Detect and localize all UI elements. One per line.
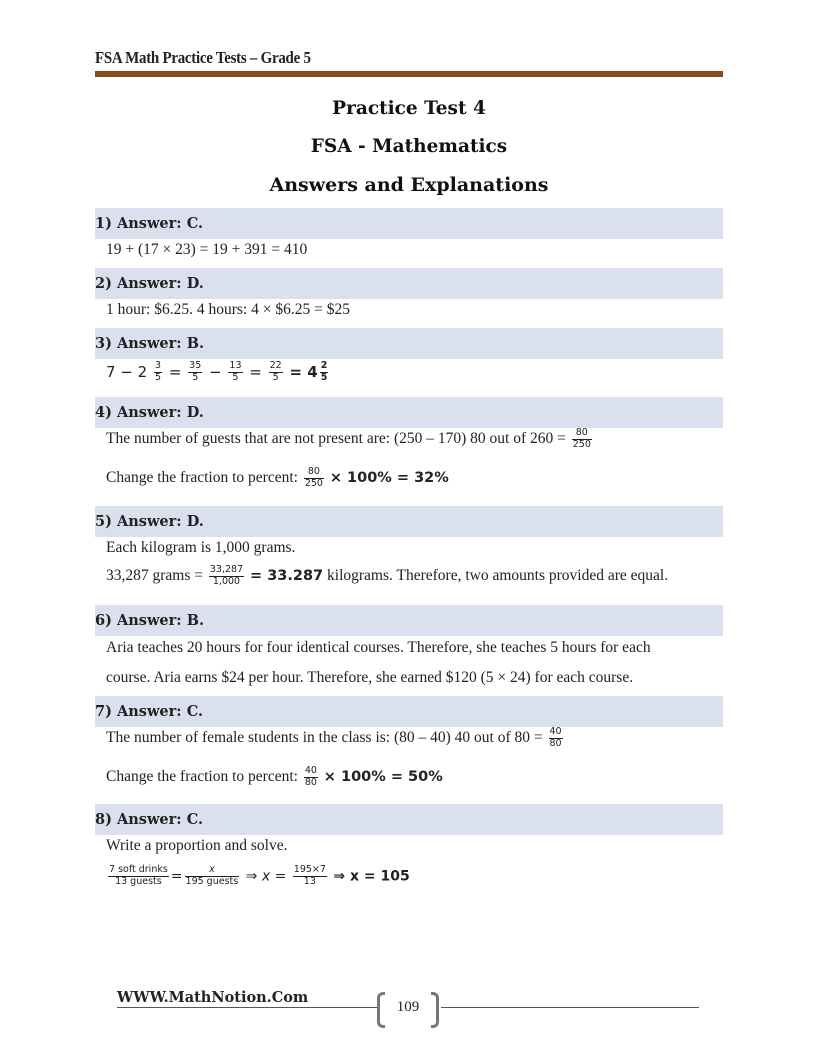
explanation-5-line-2: 33,287 grams = $\frac{33,287}{1,000}$ = 33.287 kilograms. Therefore, two amounts provided are equal.	[106, 564, 669, 587]
explanation-7-line-2: Change the fraction to percent: $\frac{40}{80}$ × 100% = 50%	[106, 765, 443, 788]
title-line-3: Answers and Explanations	[269, 174, 549, 196]
explanation-3: 7 − 2 $\frac{3}{5}$ = $\frac{35}{5}$ − $\frac{13}{5}$ = $\frac{22}{5}$ = 4 $\frac{2}{5}$	[106, 360, 328, 383]
answer-header-3: 3) Answer: B.	[95, 328, 723, 359]
explanation-6-line-2: course. Aria earns $24 per hour. Therefore, she earned $120 (5 × 24) for each course.	[106, 669, 634, 686]
explanation-2: 1 hour: $6.25. 4 hours: 4 × $6.25 = $25	[106, 301, 350, 318]
footer-rule-right	[441, 1007, 699, 1008]
explanation-4-line-2: Change the fraction to percent: $\frac{80}{250}$ × 100% = 32%	[106, 466, 449, 489]
answer-header-8: 8) Answer: C.	[95, 804, 723, 835]
footer-rule-left	[117, 1007, 377, 1008]
explanation-6-line-1: Aria teaches 20 hours for four identical courses. Therefore, she teaches 5 hours for each	[106, 639, 651, 656]
header-rule	[95, 71, 723, 77]
answer-header-5: 5) Answer: D.	[95, 506, 723, 537]
header-title: FSA Math Practice Tests – Grade 5	[95, 48, 311, 67]
title-line-2: FSA - Mathematics	[310, 136, 508, 157]
explanation-4-line-1: The number of guests that are not present are: (250 – 170) 80 out of 260 = $\frac{80}{250}$	[106, 427, 591, 450]
answer-header-1: 1) Answer: C.	[95, 208, 723, 239]
answer-header-2: 2) Answer: D.	[95, 268, 723, 299]
explanation-8-line-2: $\frac{\text{7 soft drinks}}{\text{13 guests}}$ = $\frac{x}{\text{195 guests}}$ ⇒ x = $\frac{195\times 7}{13}$ ⇒ x = 105	[109, 864, 410, 887]
title-block	[95, 92, 723, 206]
explanation-1: 19 + (17 × 23) = 19 + 391 = 410	[106, 241, 308, 258]
page-number: 109	[396, 999, 420, 1015]
title-line-1: Practice Test 4	[332, 98, 486, 119]
explanation-5-line-1: Each kilogram is 1,000 grams.	[106, 539, 296, 556]
explanation-8-line-1: Write a proportion and solve.	[106, 837, 288, 854]
explanation-7-line-1: The number of female students in the class is: (80 – 40) 40 out of 80 = $\frac{40}{80}$	[106, 726, 562, 749]
footer-site: WWW.MathNotion.Com	[117, 989, 309, 1006]
answer-header-6: 6) Answer: B.	[95, 605, 723, 636]
answer-header-7: 7) Answer: C.	[95, 696, 723, 727]
answer-header-4: 4) Answer: D.	[95, 397, 723, 428]
